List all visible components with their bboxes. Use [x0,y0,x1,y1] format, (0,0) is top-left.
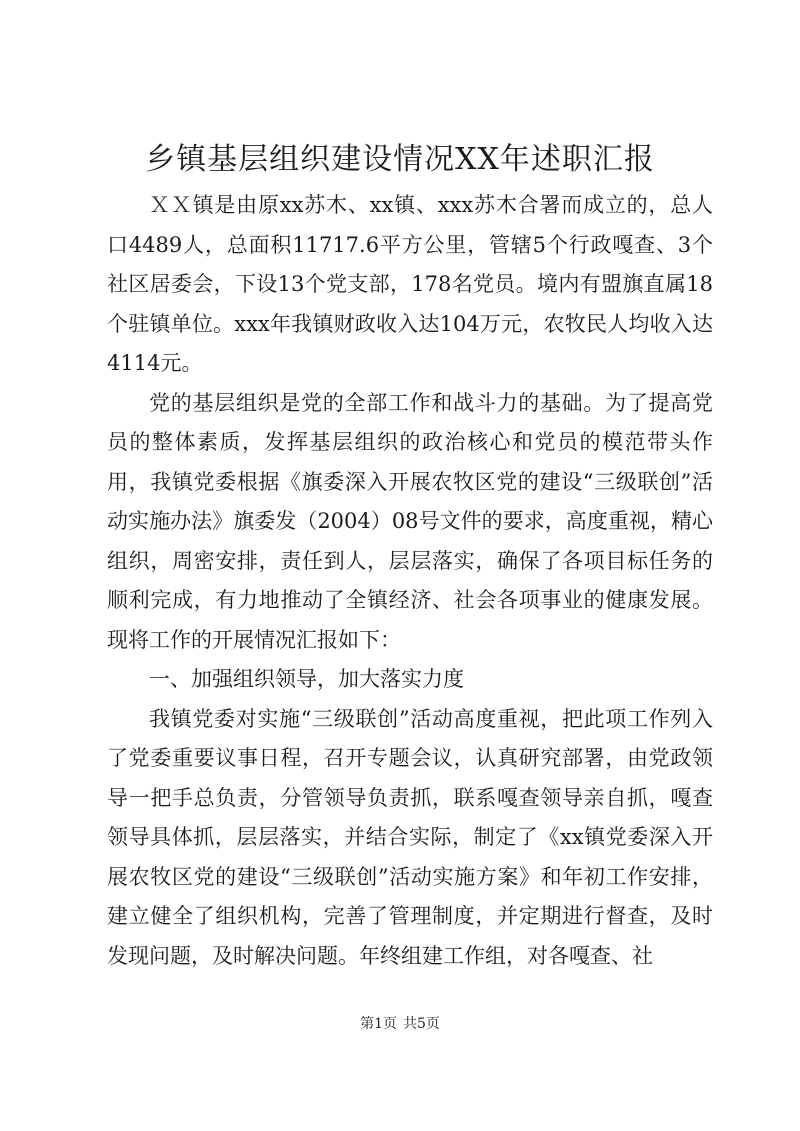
paragraph-intro: 党的基层组织是党的全部工作和战斗力的基础。为了提高党员的整体素质，发挥基层组织的政治核心和党员的模范带头作用，我镇党委根据《旗委深入开展农牧区党的建设“三级联创”活动实施办法》旗委发（2004）08号文件的要求，高度重视，精心组织，周密安排，责任到人，层层落实，确保了各项目标任务的顺利完成，有力地推动了全镇经济、社会各项事业的健康发展。现将工作的开展情况汇报如下： [107,390,713,652]
paragraph-section-1: 我镇党委对实施“三级联创”活动高度重视，把此项工作列入了党委重要议事日程，召开专题会议，认真研究部署，由党政领导一把手总负责，分管领导负责抓，联系嘎查领导亲自抓，嘎查领导具体抓，层层落实，并结合实际，制定了《xx镇党委深入开展农牧区党的建设“三级联创”活动实施方案》和年初工作安排，建立健全了组织机构，完善了管理制度，并定期进行督查，及时发现问题，及时解决问题。年终组建工作组，对各嘎查、社 [107,706,713,968]
page-total: 共5页 [403,1016,440,1032]
document-title: 乡镇基层组织建设情况XX年述职汇报 [145,142,655,177]
document-body [107,186,713,976]
page-footer [0,1014,800,1034]
page-number: 第1页 [360,1016,397,1032]
paragraph-overview: ＸＸ镇是由原xx苏木、xx镇、xxx苏木合署而成立的，总人口4489人，总面积11717.6平方公里，管辖5个行政嘎查、3个社区居委会，下设13个党支部，178名党员。境内有盟旗直属18个驻镇单位。xxx年我镇财政收入达104万元，农牧民人均收入达4114元。 [107,193,713,375]
section-heading-1: 一、加强组织领导，加大落实力度 [149,667,464,691]
